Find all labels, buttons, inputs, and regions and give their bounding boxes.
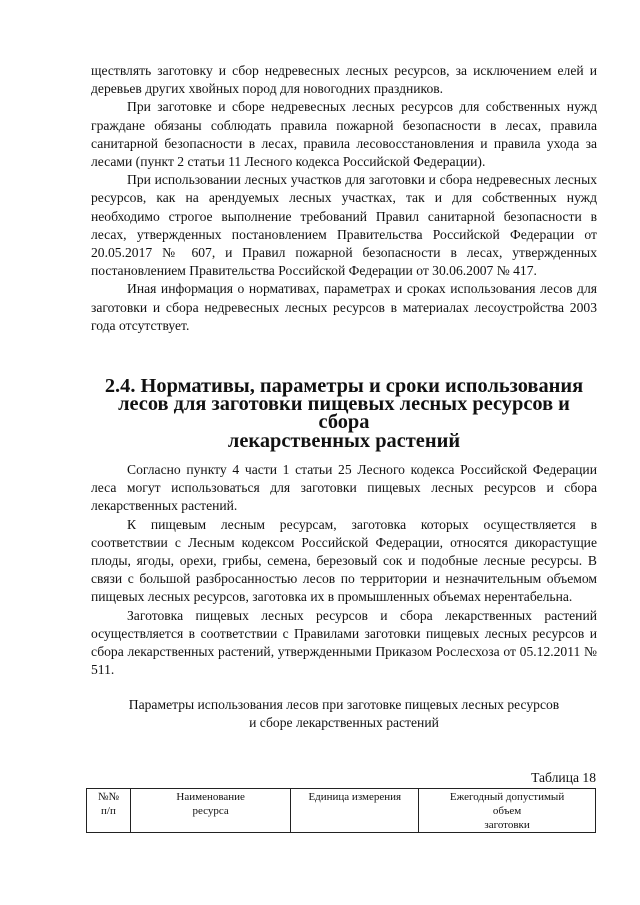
header-line: Ежегодный допустимый (449, 791, 565, 803)
header-cell-number (87, 789, 131, 833)
paragraph: При заготовке и сборе недревесных лесных ресурсов для собственных нужд граждане обязаны соблюдать правила пожарной безопасности в лесах, правила санитарной безопасности в лесах, правила лесовосстановления и правила ухода за лесами (пункт 2 статьи 11 Лесного кодекса Российской Федерации). (91, 99, 597, 170)
paragraph: Заготовка пищевых лесных ресурсов и сбора лекарственных растений осуществляется в соответствии с Правилами заготовки пищевых лесных ресурсов и сбора лекарственных растений, утвержденными Приказом Рослесхоза от 05.12.2011 № 511. (91, 607, 597, 678)
header-line: №№ (97, 791, 119, 803)
header-line: Единица измерения (308, 791, 402, 803)
table-number-label: Таблица 18 (531, 770, 596, 785)
table-caption (91, 696, 597, 732)
paragraph: Иная информация о нормативах, параметрах и сроках использования лесов для заготовки и сбора недревесных лесных ресурсов в материалах лесоустройства 2003 года отсутствует. (91, 281, 597, 333)
body-text-bottom (91, 461, 597, 679)
header-line: п/п (101, 805, 116, 817)
paragraph: При использовании лесных участков для заготовки и сбора недревесных лесных ресурсов, как на арендуемых лесных участках, так и для собственных нужд необходимо строгое выполнение требований Правил санитарной безопасности в лесах, утвержденных постановлением Правительства Российской Федерации от 20.05.2017 № 607, и Правил пожарной безопасности в лесах, утвержденных постановлением Правительства Российской Федерации от 30.06.2007 № 417. (91, 172, 597, 279)
header-line: заготовки (484, 819, 530, 831)
header-cell-unit (291, 789, 419, 833)
parameters-table (86, 788, 596, 833)
section-title (91, 377, 597, 450)
header-cell-annual-volume (419, 789, 596, 833)
header-line: объем (492, 805, 522, 817)
section-title-line: 2.4. Нормативы, параметры и сроки использования (104, 375, 584, 397)
paragraph: К пищевым лесным ресурсам, заготовка которых осуществляется в соответствии с Лесным кодексом Российской Федерации, относятся дикорастущие плоды, ягоды, орехи, грибы, семена, березовый сок и подобные лесные ресурсы. В связи с большой разбросанностью лесов по территории и незначительным объемом пищевых лесных ресурсов, заготовка их в промышленных объемах нерентабельна. (91, 516, 597, 605)
header-cell-resource-name (130, 789, 290, 833)
section-title-line: лекарственных растений (227, 429, 461, 452)
paragraph: ществлять заготовку и сбор недревесных лесных ресурсов, за исключением елей и деревьев других хвойных пород для новогодних праздников. (91, 63, 597, 97)
body-text-top (91, 62, 597, 335)
header-line: Наименование (176, 791, 245, 803)
caption-line: Параметры использования лесов при заготовке пищевых лесных ресурсов (128, 697, 560, 712)
paragraph: Согласно пункту 4 части 1 статьи 25 Лесного кодекса Российской Федерации леса могут использоваться для заготовки пищевых лесных ресурсов и сбора лекарственных растений. (91, 462, 597, 514)
table-header-row (87, 789, 596, 833)
caption-line: и сборе лекарственных растений (249, 715, 439, 731)
header-line: ресурса (192, 805, 229, 817)
section-title-line: лесов для заготовки пищевых лесных ресурсов и сбора (118, 393, 570, 434)
